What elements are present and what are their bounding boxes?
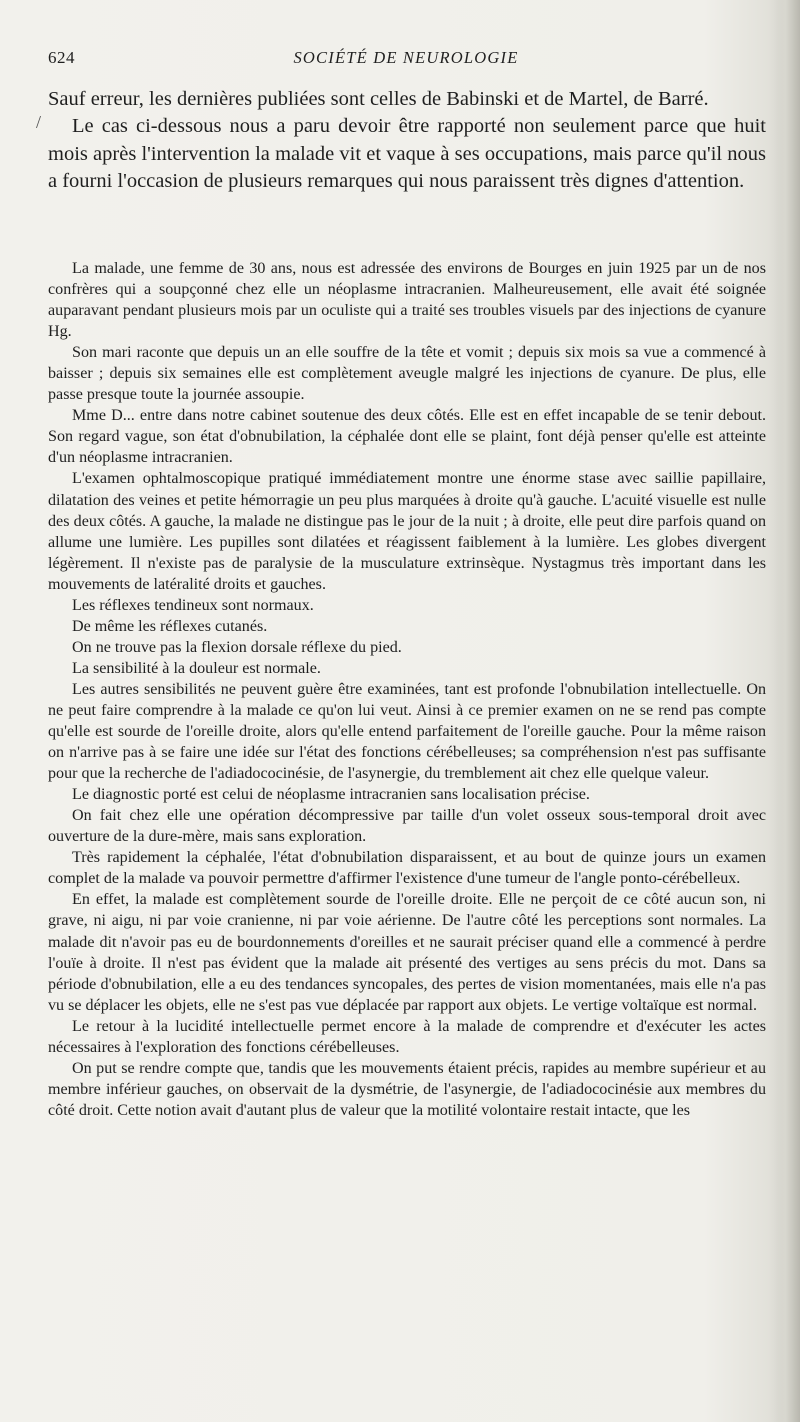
running-title: SOCIÉTÉ DE NEUROLOGIE bbox=[293, 48, 519, 67]
case-paragraph: Le retour à la lucidité intellectuelle permet encore à la malade de comprendre et d'exécuter les actes nécessaires à l'exploration des fonctions cérébelleuses. bbox=[48, 1017, 766, 1056]
page-header bbox=[48, 48, 764, 72]
case-paragraph: La malade, une femme de 30 ans, nous est adressée des environs de Bourges en juin 1925 par un de nos confrères qui a soupçonné chez elle un néoplasme intracranien. Malheureusement, elle avait été soignée auparavant pendant plusieurs mois par un oculiste qui a traité ses troubles visuels par des injections de cyanure Hg. bbox=[48, 260, 766, 341]
case-paragraph: On ne trouve pas la flexion dorsale réflexe du pied. bbox=[72, 638, 402, 656]
case-paragraph: Les réflexes tendineux sont normaux. bbox=[72, 596, 314, 614]
case-paragraph: Le diagnostic porté est celui de néoplasme intracranien sans localisation précise. bbox=[72, 786, 590, 804]
case-paragraph: Son mari raconte que depuis un an elle souffre de la tête et vomit ; depuis six mois sa vue a commencé à baisser ; depuis six semaines elle est complètement aveugle malgré les injections de cyanure. De plus, elle passe presque toute la journée assoupie. bbox=[48, 344, 766, 404]
case-paragraph: En effet, la malade est complètement sourde de l'oreille droite. Elle ne perçoit de ce côté aucun son, ni grave, ni aigu, ni par voie cranienne, ni par voie aérienne. De l'autre côté les perceptions sont normales. La malade dit n'avoir pas eu de bourdonnements d'oreilles et ne saurait préciser quand elle a commencé à perdre l'ouïe à droite. Il n'est pas évident que la malade ait présenté des vertiges au sens précis du mot. Dans sa période d'obnubilation, elle a eu des tendances syncopales, des pertes de vision momentanées, mais elle n'a pas vu se déplacer les objets, elle ne s'est pas vue déplacée par rapport aux objets. Le vertige voltaïque est normal. bbox=[48, 891, 766, 1014]
case-paragraph: Mme D... entre dans notre cabinet soutenue des deux côtés. Elle est en effet incapable de se tenir debout. Son regard vague, son état d'obnubilation, la céphalée dont elle se plaint, font déjà penser qu'elle est atteinte d'un néoplasme intracranien. bbox=[48, 407, 766, 467]
intro-paragraph: Le cas ci-dessous nous a paru devoir être rapporté non seulement parce que huit mois après l'intervention la malade vit et vaque à ses occupations, mais parce qu'il nous a fourni l'occasion de plusieurs remarques qui nous paraissent très dignes d'attention. bbox=[48, 115, 766, 192]
case-paragraph: De même les réflexes cutanés. bbox=[72, 617, 268, 635]
intro-section bbox=[48, 86, 766, 195]
case-paragraph: On put se rendre compte que, tandis que les mouvements étaient précis, rapides au membre supérieur et au membre inférieur gauches, on observait de la dysmétrie, de l'asynergie, de l'adiadococinésie aux membres du côté droit. Cette notion avait d'autant plus de valeur que la motilité volontaire restait intacte, que les bbox=[48, 1059, 766, 1119]
margin-pencil-mark: / bbox=[36, 112, 42, 132]
case-paragraph: On fait chez elle une opération décompressive par taille d'un volet osseux sous-temporal droit avec ouverture de la dure-mère, mais sans exploration. bbox=[48, 807, 766, 846]
case-paragraph: La sensibilité à la douleur est normale. bbox=[72, 659, 321, 677]
case-paragraph: L'examen ophtalmoscopique pratiqué immédiatement montre une énorme stase avec saillie papillaire, dilatation des veines et petite hémorragie un peu plus marquées à droite qu'à gauche. L'acuité visuelle est nulle des deux côtés. A gauche, la malade ne distingue pas le jour de la nuit ; à droite, elle peut dire parfois quand on allume une lumière. Les pupilles sont dilatées et réagissent faiblement à la lumière. Les globes divergent légèrement. Il n'existe pas de paralysie de la musculature extrinsèque. Nystagmus très important dans les mouvements de latéralité droits et gauches. bbox=[48, 470, 766, 593]
case-paragraph: Très rapidement la céphalée, l'état d'obnubilation disparaissent, et au bout de quinze jours un examen complet de la malade va pouvoir permettre d'affirmer l'existence d'une tumeur de l'angle ponto-cérébelleux. bbox=[48, 849, 766, 888]
case-paragraph: Les autres sensibilités ne peuvent guère être examinées, tant est profonde l'obnubilation intellectuelle. On ne peut faire comprendre à la malade ce qu'on lui veut. Ainsi à ce premier examen on ne se rend pas compte qu'elle est sourde de l'oreille droite, alors qu'elle entend parfaitement de l'oreille gauche. Pour la même raison on n'arrive pas à se faire une idée sur l'état des fonctions cérébelleuses; sa compréhension n'est pas suffisante pour que la recherche de l'adiadococinésie, de l'asynergie, du tremblement ait chez elle quelque valeur. bbox=[48, 680, 766, 783]
page-number: 624 bbox=[48, 48, 75, 67]
case-report-section bbox=[48, 258, 766, 1121]
intro-paragraph: Sauf erreur, les dernières publiées sont celles de Babinski et de Martel, de Barré. bbox=[48, 88, 709, 110]
page-edge-shadow bbox=[774, 0, 800, 1422]
